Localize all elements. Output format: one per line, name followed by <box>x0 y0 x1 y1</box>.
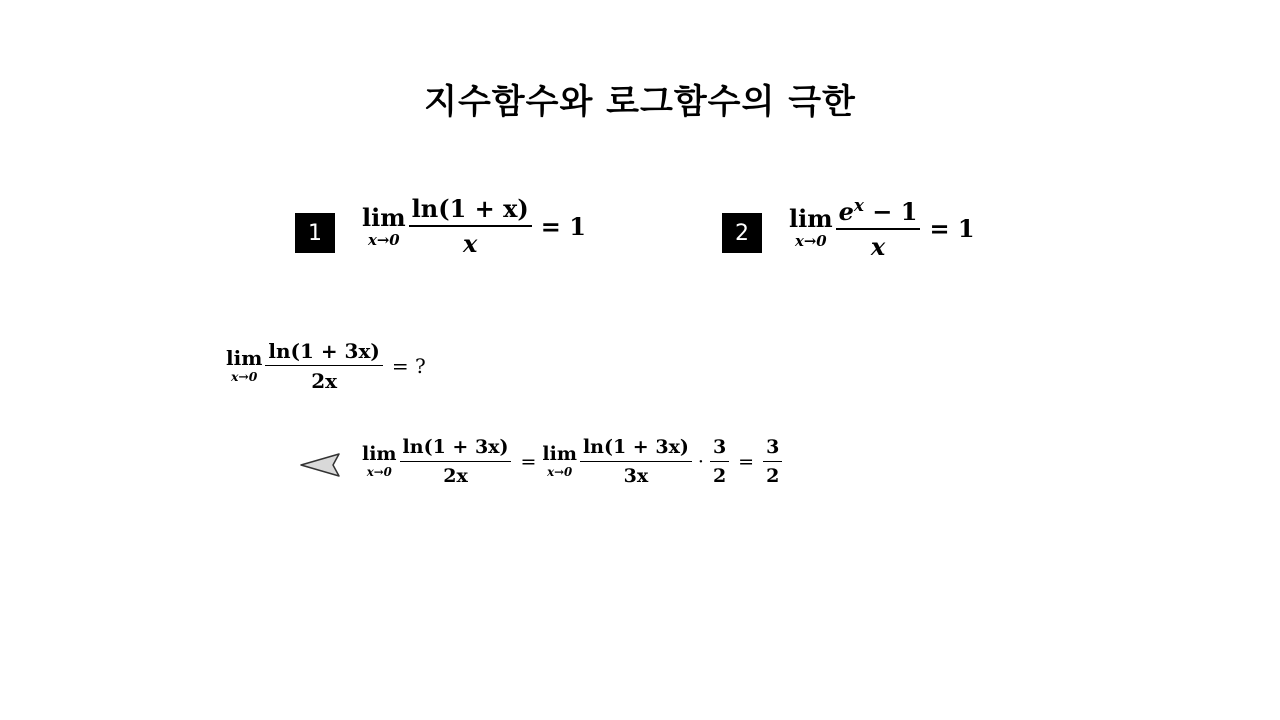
fraction <box>400 437 512 487</box>
limit-operator <box>789 204 833 251</box>
fraction <box>710 437 729 487</box>
lim-subscript: x→0 <box>547 465 573 479</box>
fraction-denominator: 2x <box>443 464 468 487</box>
limit-operator <box>362 202 406 249</box>
equals-sign: = <box>520 450 537 473</box>
exp-base: e <box>838 197 854 226</box>
exp-power: x <box>853 195 864 215</box>
fraction-denominator: 3x <box>623 464 649 487</box>
fraction-numerator: ln(1 + 3x) <box>580 437 692 462</box>
limit-operator <box>362 445 397 479</box>
solution-formula <box>362 437 785 487</box>
equals-sign: = <box>738 450 755 473</box>
limit-operator <box>542 445 577 479</box>
lim-word: lim <box>226 346 263 371</box>
lim-subscript: x→0 <box>230 369 258 385</box>
fraction <box>763 437 782 487</box>
problem-rhs: = ? <box>391 354 426 378</box>
multiply-dot: · <box>697 450 704 473</box>
lim-word: lim <box>362 443 397 465</box>
fraction-numerator: ln(1 + x) <box>409 196 532 227</box>
fraction <box>265 340 383 392</box>
lim-subscript: x→0 <box>794 232 827 251</box>
lim-word: lim <box>789 204 833 234</box>
formula-rhs: = 1 <box>540 212 586 242</box>
formula-1 <box>362 196 592 258</box>
fraction-numerator: ln(1 + 3x) <box>265 340 383 366</box>
fraction <box>580 437 692 487</box>
fraction-denominator: x <box>870 232 886 262</box>
formula-rhs: = 1 <box>929 213 975 243</box>
formula-number-badge-1: 1 <box>295 213 335 253</box>
fraction-denominator: 2x <box>311 369 338 393</box>
fraction-numerator: 3 <box>710 437 729 462</box>
left-arrow-icon <box>299 452 343 478</box>
lim-word: lim <box>542 443 577 465</box>
lim-subscript: x→0 <box>367 230 400 249</box>
lim-subscript: x→0 <box>366 465 392 479</box>
slide-title: 지수함수와 로그함수의 극한 <box>424 82 856 122</box>
limit-operator <box>226 348 262 383</box>
problem-formula <box>226 340 432 392</box>
fraction-numerator: 3 <box>763 437 782 462</box>
fraction-denominator: 2 <box>766 464 780 487</box>
formula-2 <box>789 196 981 261</box>
fraction-numerator: ln(1 + 3x) <box>400 437 512 462</box>
numerator-rest: − 1 <box>872 197 918 226</box>
lim-word: lim <box>362 202 406 232</box>
fraction-denominator: x <box>463 229 478 259</box>
fraction <box>836 196 921 261</box>
fraction-denominator: 2 <box>712 464 727 487</box>
formula-number-badge-2: 2 <box>722 213 762 253</box>
fraction <box>409 196 532 258</box>
fraction-numerator <box>836 196 921 230</box>
